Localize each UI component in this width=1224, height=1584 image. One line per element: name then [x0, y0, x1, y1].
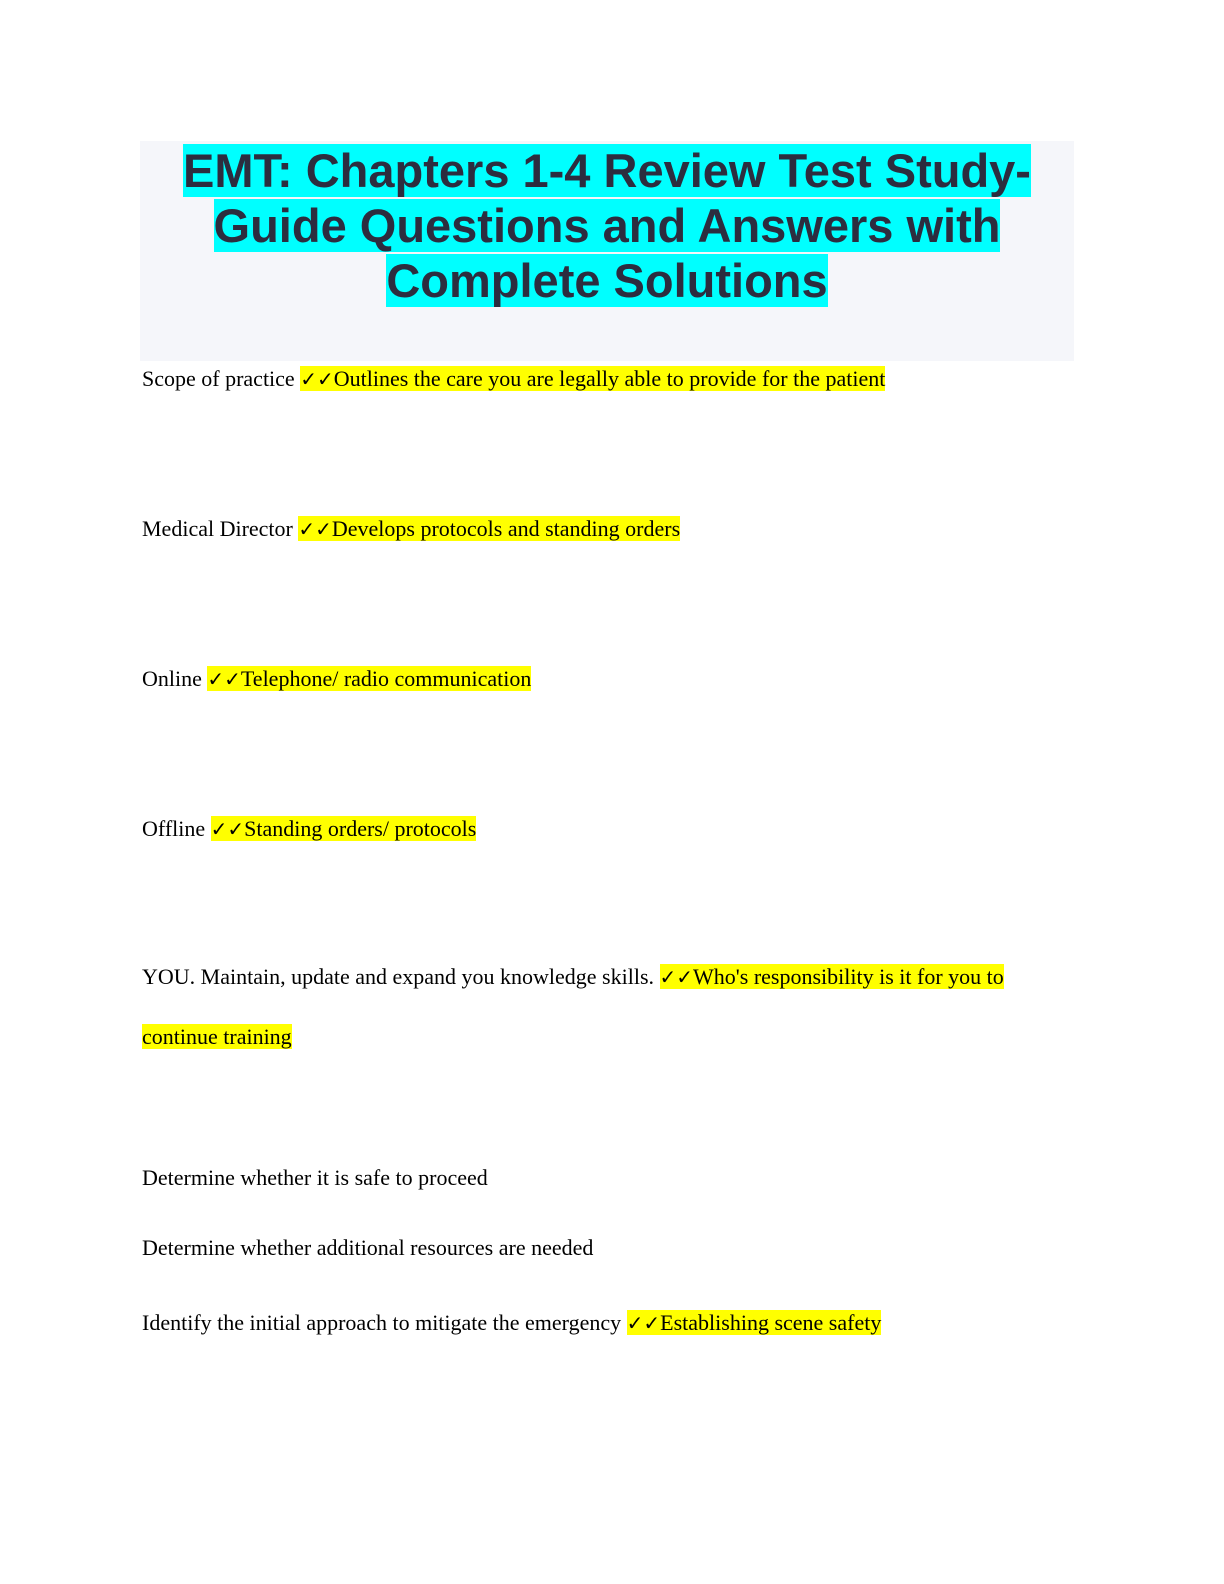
list-line-safe-to-proceed [142, 1164, 488, 1191]
answer-text: Establishing scene safety [660, 1310, 882, 1335]
title-text: EMT: Chapters 1-4 Review Test Study-Guide Questions and Answers with Complete Solutions [183, 144, 1031, 307]
answer-highlight [211, 816, 477, 841]
answer-text: Who's responsibility is it for you to continue training [142, 964, 1004, 1049]
answer-text: Outlines the care you are legally able to provide for the patient [333, 366, 886, 391]
list-text: Determine whether it is safe to proceed [142, 1165, 488, 1190]
double-check-icon: ✓✓ [207, 667, 241, 691]
question-text: Online [142, 666, 202, 691]
qa-item-scope-of-practice [142, 365, 885, 393]
double-check-icon: ✓✓ [626, 1311, 661, 1335]
title-banner [140, 141, 1074, 361]
answer-highlight [298, 516, 680, 541]
answer-highlight [207, 666, 531, 691]
question-text: Identify the initial approach to mitigate the emergency [142, 1310, 622, 1335]
qa-item-offline [142, 815, 476, 843]
qa-item-continue-training [142, 947, 1062, 1066]
document-title [140, 141, 1074, 308]
list-line-additional-resources [142, 1234, 593, 1261]
list-text: Determine whether additional resources are needed [142, 1235, 594, 1260]
qa-item-scene-safety [142, 1309, 881, 1337]
answer-highlight [627, 1310, 882, 1335]
question-text: Offline [142, 816, 206, 841]
answer-text: Telephone/ radio communication [240, 666, 532, 691]
question-text: YOU. Maintain, update and expand you knowledge skills. [142, 964, 655, 989]
answer-text: Standing orders/ protocols [244, 816, 477, 841]
double-check-icon: ✓✓ [210, 817, 245, 841]
double-check-icon: ✓✓ [659, 965, 694, 989]
double-check-icon: ✓✓ [300, 367, 334, 391]
answer-text: Develops protocols and standing orders [331, 516, 681, 541]
double-check-icon: ✓✓ [298, 517, 332, 541]
question-text: Medical Director [142, 516, 293, 541]
qa-item-medical-director [142, 515, 680, 543]
question-text: Scope of practice [142, 366, 295, 391]
qa-item-online [142, 665, 531, 693]
answer-highlight [300, 366, 885, 391]
